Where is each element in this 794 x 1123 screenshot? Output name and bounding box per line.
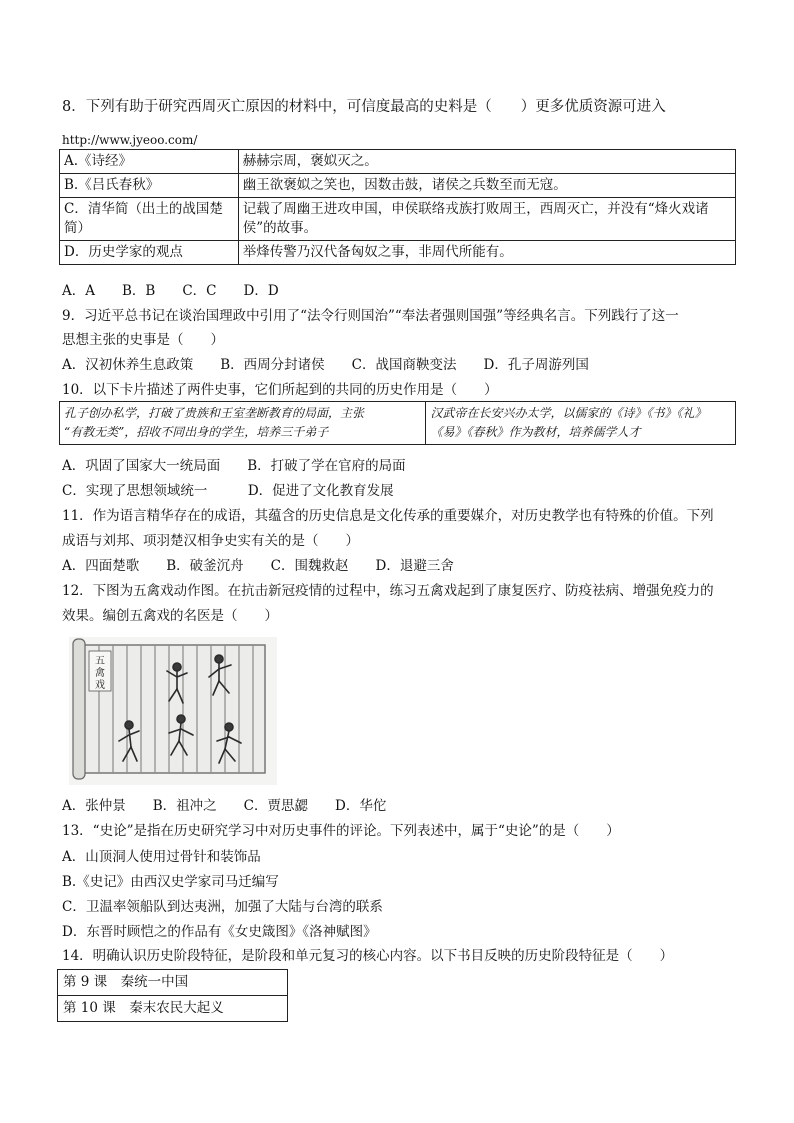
q8-options: A．A B．B C．C D．D [62, 283, 279, 299]
q10-card1-line2: “有教无类”，招收不同出身的学生，培养三千弟子 [64, 425, 329, 439]
q8-content-c-line2: 侯”的故事。 [242, 220, 318, 236]
q10-stem: 10．以下卡片描述了两件史事，它们所起到的共同的历史作用是（ ） [62, 382, 498, 398]
q11-stem-line1: 11．作为语言精华存在的成语，其蕴含的历史信息是文化传承的重要媒介，对历史教学也有特殊的价值。下列 [62, 508, 714, 524]
list-item: 第 9 课 秦统一中国 [63, 974, 189, 990]
q11-stem-line2: 成语与刘邦、项羽楚汉相争史实有关的是（ ） [62, 533, 359, 549]
image-title-char-2: 禽 [95, 668, 105, 679]
q9-options: A．汉初休养生息政策 B．西周分封诸侯 C．战国商鞅变法 D．孔子周游列国 [62, 357, 589, 373]
table-row [60, 198, 736, 241]
q12-stem-line1: 12．下图为五禽戏动作图。在抗击新冠疫情的过程中，练习五禽戏起到了康复医疗、防疫祛病、增强免疫力的 [62, 583, 714, 599]
q13-option-a: A．山顶洞人使用过骨针和装饰品 [62, 849, 261, 865]
q10-card1-line1: 孔子创办私学，打破了贵族和王室垄断教育的局面，主张 [64, 406, 365, 420]
q10-options-line1: A．巩固了国家大一统局面 B．打破了学在官府的局面 [62, 458, 406, 474]
q13-option-b: B.《史记》由西汉史学家司马迁编写 [62, 874, 279, 890]
q10-cards [59, 401, 736, 445]
table-row [60, 150, 736, 174]
q8-content-c [238, 198, 735, 241]
q12-options: A．张仲景 B．祖冲之 C．贾思勰 D．华佗 [62, 798, 387, 814]
image-title-char-1: 五 [95, 656, 105, 667]
q10-card2-line2: 《易》《春秋》作为教材，培养儒学人才 [430, 425, 641, 439]
q13-option-d: D．东晋时顾恺之的作品有《女史箴图》《洛神赋图》 [62, 924, 377, 940]
q8-source-a: A.《诗经》 [60, 150, 239, 174]
q12-stem-line2: 效果。编创五禽戏的名医是（ ） [62, 608, 278, 624]
q8-source-table [59, 149, 736, 265]
q14-stem: 14．明确认识历史阶段特征，是阶段和单元复习的核心内容。以下书目反映的历史阶段特征是（ ） [62, 948, 674, 964]
q9-stem-line1: 9．习近平总书记在谈治国理政中引用了“法令行则国治”“奉法者强则国强”等经典名言。下列践行了这一 [62, 308, 679, 324]
image-title-char-3: 戏 [95, 680, 105, 691]
q14-lesson-list [57, 969, 288, 1022]
q8-source-d: D．历史学家的观点 [60, 241, 239, 265]
q13-option-c: C．卫温率领船队到达夷洲，加强了大陆与台湾的联系 [62, 899, 383, 915]
q8-source-c-line1: C．清华简（出土的战国楚 [64, 201, 223, 217]
q11-options: A．四面楚歌 B．破釜沉舟 C．围魏救赵 D．退避三舍 [62, 558, 454, 574]
q10-card2-line1: 汉武帝在长安兴办太学，以儒家的《诗》《书》《礼》 [430, 406, 707, 420]
table-row [60, 241, 736, 265]
list-item: 第 10 课 秦末农民大起义 [58, 995, 287, 1021]
q8-url-link[interactable]: http://www.jyeoo.com/ [62, 133, 198, 147]
q13-stem: 13．“史论”是指在历史研究学习中对历史事件的评论。下列表述中，属于“史论”的是（ ） [62, 823, 620, 839]
table-row [60, 174, 736, 198]
q8-source-c [60, 198, 239, 241]
q8-stem: 8．下列有助于研究西周灭亡原因的材料中，可信度最高的史料是（ ）更多优质资源可进入 [62, 99, 666, 115]
q9-stem-line2: 思想主张的史事是（ ） [62, 332, 224, 348]
q8-source-b: B.《吕氏春秋》 [60, 174, 239, 198]
q8-content-d: 举烽传警乃汉代备匈奴之事，非周代所能有。 [238, 241, 735, 265]
q8-source-c-line2: 简） [64, 220, 91, 236]
q8-content-c-line1: 记载了周幽王进攻申国，申侯联络戎族打败周王，西周灭亡，并没有“烽火戏诸 [242, 201, 709, 217]
wuqinxi-drawing [69, 637, 277, 785]
q10-card-taixue [426, 402, 736, 445]
q10-options-line2: C．实现了思想领域统一 D．促进了文化教育发展 [62, 483, 394, 499]
q8-content-b: 幽王欲褒姒之笑也，因数击鼓，诸侯之兵数至而无寇。 [238, 174, 735, 198]
wuqinxi-illustration [69, 637, 277, 785]
q8-content-a: 赫赫宗周，褒姒灭之。 [238, 150, 735, 174]
q10-card-confucius [60, 402, 426, 445]
